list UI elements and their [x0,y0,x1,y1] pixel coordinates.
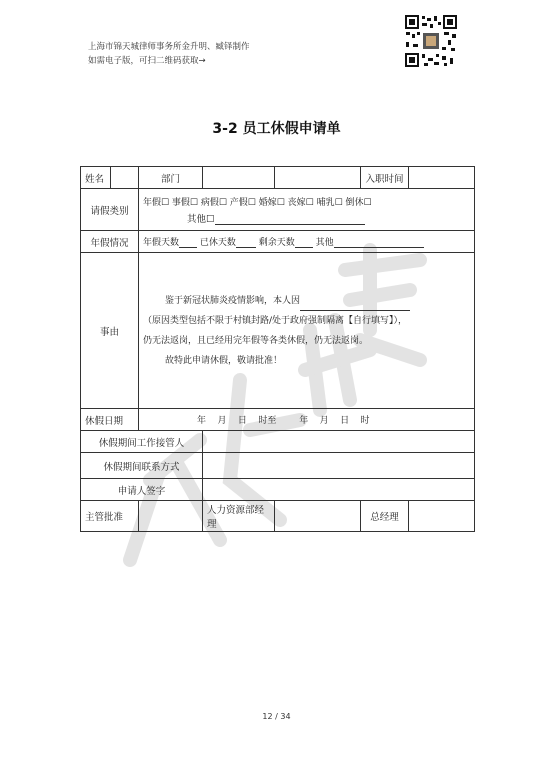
handover-cell[interactable] [203,431,475,453]
reason-label: 事由 [81,253,139,409]
annual-leave-cell[interactable] [139,231,475,253]
annual-days-label: 年假天数 [143,238,180,248]
name-cell[interactable] [111,167,139,189]
leave-application-form [80,166,475,532]
reason-line-3: 仍无法返岗，且已经用完年假等各类休假，仍无法返岗。 [143,335,369,346]
reason-cell[interactable] [139,253,475,409]
leave-date-cell[interactable]: 年 月 日 时至 年 月 日 时 [139,409,475,431]
hr-manager-cell[interactable] [275,501,361,532]
header-line-2: 如需电子版，可扫二维码获取→ [88,56,206,66]
dept-cell[interactable] [203,167,275,189]
hire-date-label: 入职时间 [361,167,409,189]
other-leave-row [143,211,470,225]
contact-cell[interactable] [203,453,475,479]
handover-label: 休假期间工作接管人 [81,431,203,453]
gm-cell[interactable] [409,501,475,532]
annual-days-field[interactable] [179,247,197,248]
supervisor-cell[interactable] [139,501,203,532]
annual-leave-label: 年假情况 [81,231,139,253]
used-days-label: 已休天数 [199,238,236,248]
hire-date-cell[interactable] [409,167,475,189]
other-leave-field[interactable] [215,224,365,225]
signature-cell[interactable] [203,479,475,501]
name-label: 姓名 [81,167,111,189]
reason-line-1: 鉴于新冠状肺炎疫情影响，本人因 [165,295,301,306]
leave-type-label: 请假类别 [81,189,139,231]
annual-other-field[interactable] [334,247,424,248]
reason-line-2: （原因类型包括不限于村镇封路/处于政府强制隔离【自行填写】）， [143,315,408,326]
annual-other-label: 其他 [315,238,334,248]
leave-type-options[interactable]: 年假☐ 事假☐ 病假☐ 产假☐ 婚嫁☐ 丧嫁☐ 哺乳☐ 倒休☐ [143,197,372,208]
form-title: 3-2 员工休假申请单 [212,121,341,137]
header-note [88,40,250,68]
page-number: 12 / 34 [262,712,291,721]
dept-label: 部门 [139,167,203,189]
hr-manager-label: 人力资源部经理 [203,501,275,532]
dept-extra-cell[interactable] [275,167,361,189]
reason-line-4: 故特此申请休假，敬请批准！ [165,355,283,366]
used-days-field[interactable] [236,247,256,248]
leave-date-label: 休假日期 [81,409,139,431]
other-leave-checkbox[interactable]: 其他☐ [187,213,215,225]
gm-label: 总经理 [361,501,409,532]
signature-label: 申请人签字 [81,479,203,501]
supervisor-label: 主管批准 [81,501,139,532]
remaining-days-label: 剩余天数 [258,238,295,248]
header-line-1: 上海市锦天城律师事务所金升明、臧铎制作 [88,42,250,52]
contact-label: 休假期间联系方式 [81,453,203,479]
qr-code-icon [404,14,458,68]
remaining-days-field[interactable] [295,247,313,248]
leave-type-cell[interactable] [139,189,475,231]
